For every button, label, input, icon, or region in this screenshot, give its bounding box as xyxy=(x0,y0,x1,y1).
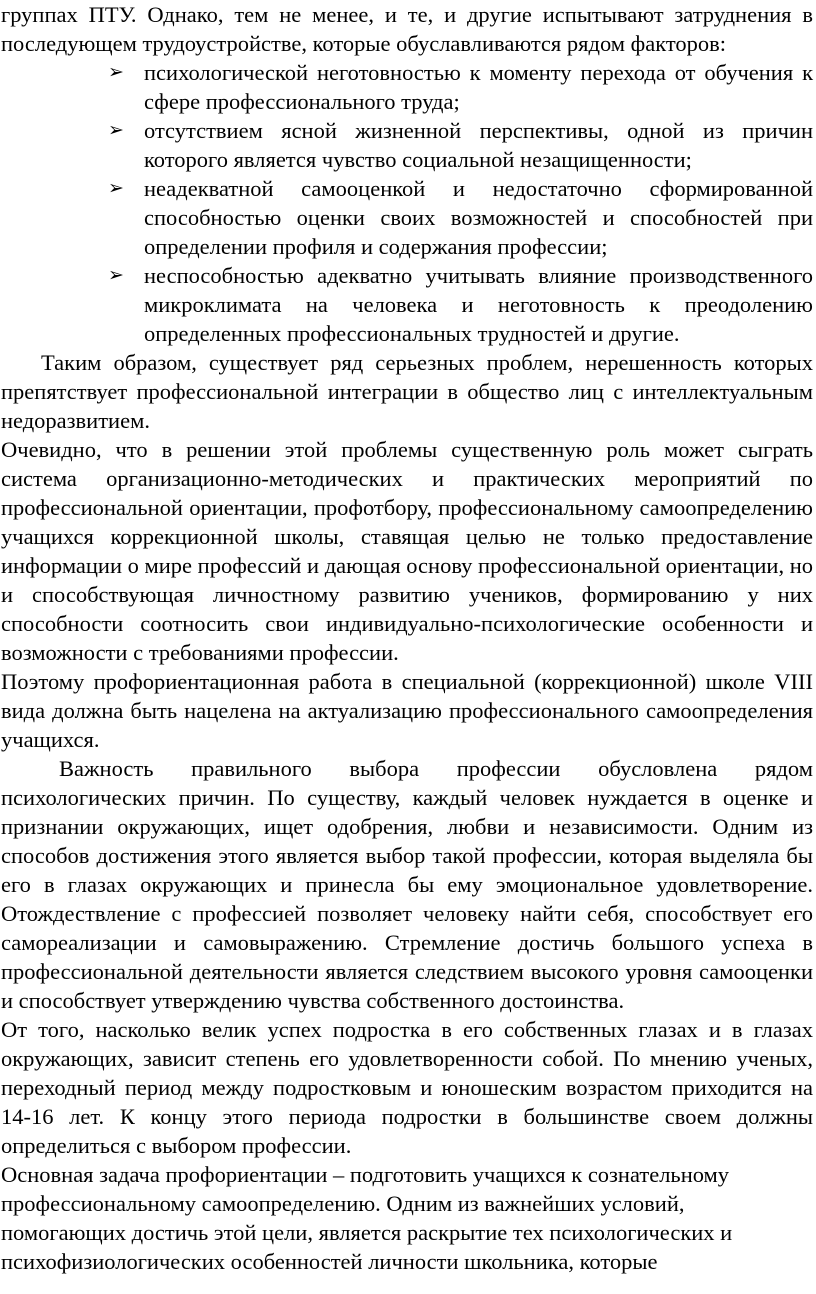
list-item-text: отсутствием ясной жизненной перспективы, одной из причин которого является чувство социальной незащищенности; xyxy=(144,118,813,172)
intro-paragraph: группах ПТУ. Однако, тем не менее, и те, и другие испытывают затруднения в последующем трудоустройстве, которые обуславливаются рядом факторов: xyxy=(1,2,813,56)
arrow-bullet-icon: ➢ xyxy=(108,177,124,199)
list-item xyxy=(108,261,813,348)
arrow-bullet-icon: ➢ xyxy=(108,119,124,141)
arrow-bullet-icon: ➢ xyxy=(108,61,124,83)
body-paragraph: Основная задача профориентации – подготовить учащихся к сознательному профессиональному самоопределению. Одним из важнейших условий, помогающих достичь этой цели, является раскрытие тех психологических и психофизиологических особенностей личности школьника, которые xyxy=(1,1162,733,1274)
list-item-text: психологической неготовностью к моменту перехода от обучения к сфере профессионального труда; xyxy=(144,60,813,114)
list-item-text: неадекватной самооценкой и недостаточно сформированной способностью оценки своих возможностей и способностей при определении профиля и содержания профессии; xyxy=(144,176,813,259)
list-item xyxy=(108,116,813,174)
arrow-bullet-icon: ➢ xyxy=(108,264,124,286)
body-paragraph: Важность правильного выбора профессии обусловлена рядом психологических причин. По существу, каждый человек нуждается в оценке и признании окружающих, ищет одобрения, любви и независимости. Одним из способов достижения этого является выбор такой профессии, которая выделяла бы его в глазах окружающих и принесла бы ему эмоциональное удовлетворение. Отождествление с профессией позволяет человеку найти себя, способствует его самореализации и самовыражению. Стремление достичь большого успеха в профессиональной деятельности является следствием высокого уровня самооценки и способствует утверждению чувства собственного достоинства. xyxy=(1,756,813,1013)
body-paragraph: Очевидно, что в решении этой проблемы существенную роль может сыграть система организационно-методических и практических мероприятий по профессиональной ориентации, профотбору, профессиональному самоопределению учащихся коррекционной школы, ставящая целью не только предоставление информации о мире профессий и дающая основу профессиональной ориентации, но и способствующая личностному развитию учеников, формированию у них способности соотносить свои индивидуально-психологические особенности и возможности с требованиями профессии. xyxy=(1,437,813,665)
list-item xyxy=(108,58,813,116)
list-item-text: неспособностью адекватно учитывать влияние производственного микроклимата на человека и неготовность к преодолению определенных профессиональных трудностей и другие. xyxy=(144,263,813,346)
body-paragraph: Поэтому профориентационная работа в специальной (коррекционной) школе VIII вида должна быть нацелена на актуализацию профессионального самоопределения учащихся. xyxy=(1,669,813,752)
body-paragraph: Таким образом, существует ряд серьезных проблем, нерешенность которых препятствует профессиональной интеграции в общество лиц с интеллектуальным недоразвитием. xyxy=(1,350,813,433)
list-item xyxy=(108,174,813,261)
factor-list xyxy=(1,58,813,348)
body-paragraph: От того, насколько велик успех подростка в его собственных глазах и в глазах окружающих, зависит степень его удовлетворенности собой. По мнению ученых, переходный период между подростковым и юношеским возрастом приходится на 14-16 лет. К концу этого периода подростки в большинстве своем должны определиться с выбором профессии. xyxy=(1,1017,813,1158)
